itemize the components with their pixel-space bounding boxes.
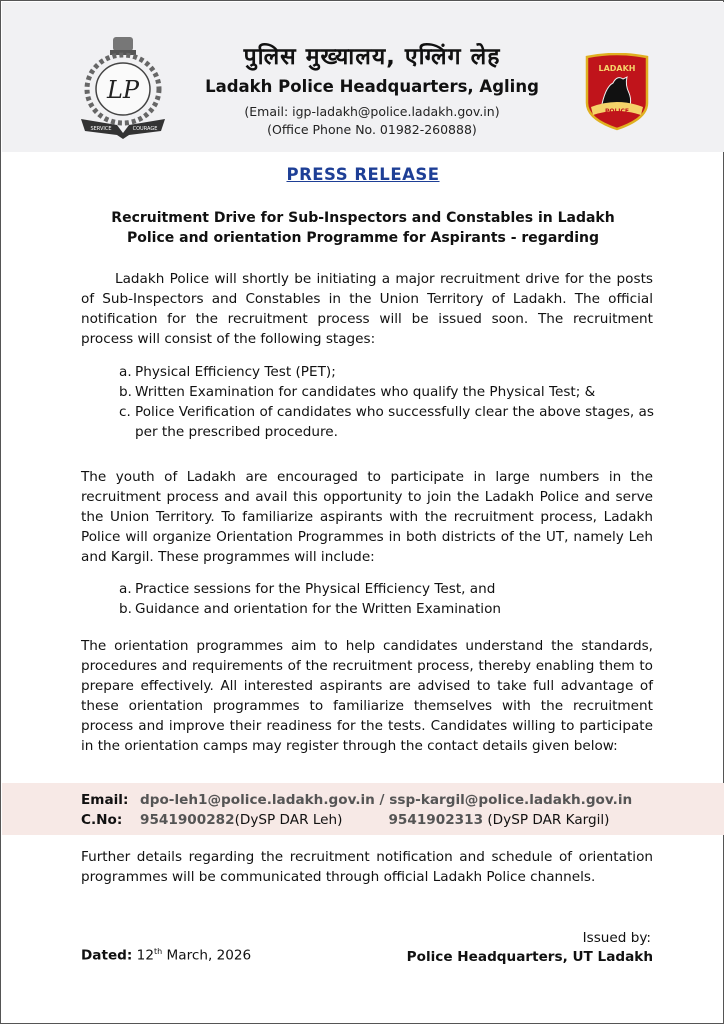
contact-phone-row [81,812,609,828]
emblem-ribbon-right: COURAGE [132,126,158,132]
ladakh-police-shoulder-badge [583,53,651,131]
list-item [119,579,659,599]
list-marker: b. [119,601,132,617]
dated-label: Dated: [81,947,133,964]
list-marker: b. [119,384,132,400]
subject [61,208,665,248]
paragraph-orientation: The orientation programmes aim to help candidates understand the standards, procedures and requirements of the recruitment process, thereby enabling them to prepare effectively. All interested aspirants are advised to take full advantage of these orientation programmes to familiarize themselves with the recruitment process and improve their readiness for the tests. Candidates willing to participate in the orientation camps may register through the contact details given below: [81,638,653,754]
contact-email-row [81,792,632,808]
header-phone: (Office Phone No. 01982-260888) [267,122,477,137]
subject-line-1: Recruitment Drive for Sub-Inspectors and Constables in Ladakh [111,210,615,226]
hindi-title: पुलिस मुख्यालय, एग्लिंग लेह [243,44,501,70]
list-item-text: Physical Efficiency Test (PET); [135,364,336,380]
issued-by-label: Issued by: [582,930,651,946]
list-marker: c. [119,404,131,420]
phone-leh[interactable]: 9541900282 [140,812,235,828]
phone-label: C.No: [81,812,123,828]
dated-line [81,947,251,964]
emblem-monogram: LP [106,76,140,104]
paragraph-further-details: Further details regarding the recruitment notification and schedule of orientation programmes will be communicated through official Ladakh Police channels. [81,849,653,885]
badge-top-text: LADAKH [598,64,636,73]
list-item [119,362,659,382]
paragraph-intro: Ladakh Police will shortly be initiating a major recruitment drive for the posts of Sub-Inspectors and Constables in the Union Territory of Ladakh. The official notification for the recruitment process will be issued soon. The recruitment process will consist of the following stages: [81,271,653,347]
subject-line-2: Police and orientation Programme for Aspirants - regarding [127,230,599,246]
ladakh-police-emblem [77,35,169,139]
phone-kargil[interactable]: 9541902313 [388,812,484,828]
list-item-text: Guidance and orientation for the Written Examination [135,601,502,617]
english-title: Ladakh Police Headquarters, Agling [205,77,539,96]
dated-rest: March, 2026 [162,947,252,964]
dated-suffix: th [153,947,163,956]
list-marker: a. [119,364,132,380]
stages-list [119,362,659,442]
phone-leh-desc: (DySP DAR Leh) [234,812,343,828]
phone-kargil-desc: (DySP DAR Kargil) [483,812,610,828]
badge-bottom-text: POLICE [604,108,630,115]
list-item-text: Written Examination for candidates who qualify the Physical Test; & [135,384,596,400]
email-kargil-link[interactable]: ssp-kargil@police.ladakh.gov.in [389,792,633,808]
list-item [119,599,659,619]
emblem-ribbon-left: SERVICE [90,126,112,132]
list-marker: a. [119,581,132,597]
programmes-list [119,579,659,619]
dated-day: 12 [132,947,154,964]
email-separator: / [374,792,390,808]
list-item-text: Police Verification of candidates who successfully clear the above stages, as per the prescribed procedure. [135,404,654,440]
press-release-heading: PRESS RELEASE [286,165,440,184]
paragraph-youth: The youth of Ladakh are encouraged to participate in large numbers in the recruitment process and avail this opportunity to join the Ladakh Police and serve the Union Territory. To familiarize aspirants with the recruitment process, Ladakh Police will organize Orientation Programmes in both districts of the UT, namely Leh and Kargil. These programmes will include: [81,469,653,565]
emblem-capital [113,37,133,51]
list-item [119,402,659,442]
list-item-text: Practice sessions for the Physical Efficiency Test, and [135,581,496,597]
email-leh-link[interactable]: dpo-leh1@police.ladakh.gov.in [140,792,375,808]
list-item [119,382,659,402]
header-email: (Email: igp-ladakh@police.ladakh.gov.in) [244,104,500,119]
issuer-name: Police Headquarters, UT Ladakh [406,949,653,965]
email-label: Email: [81,792,129,808]
